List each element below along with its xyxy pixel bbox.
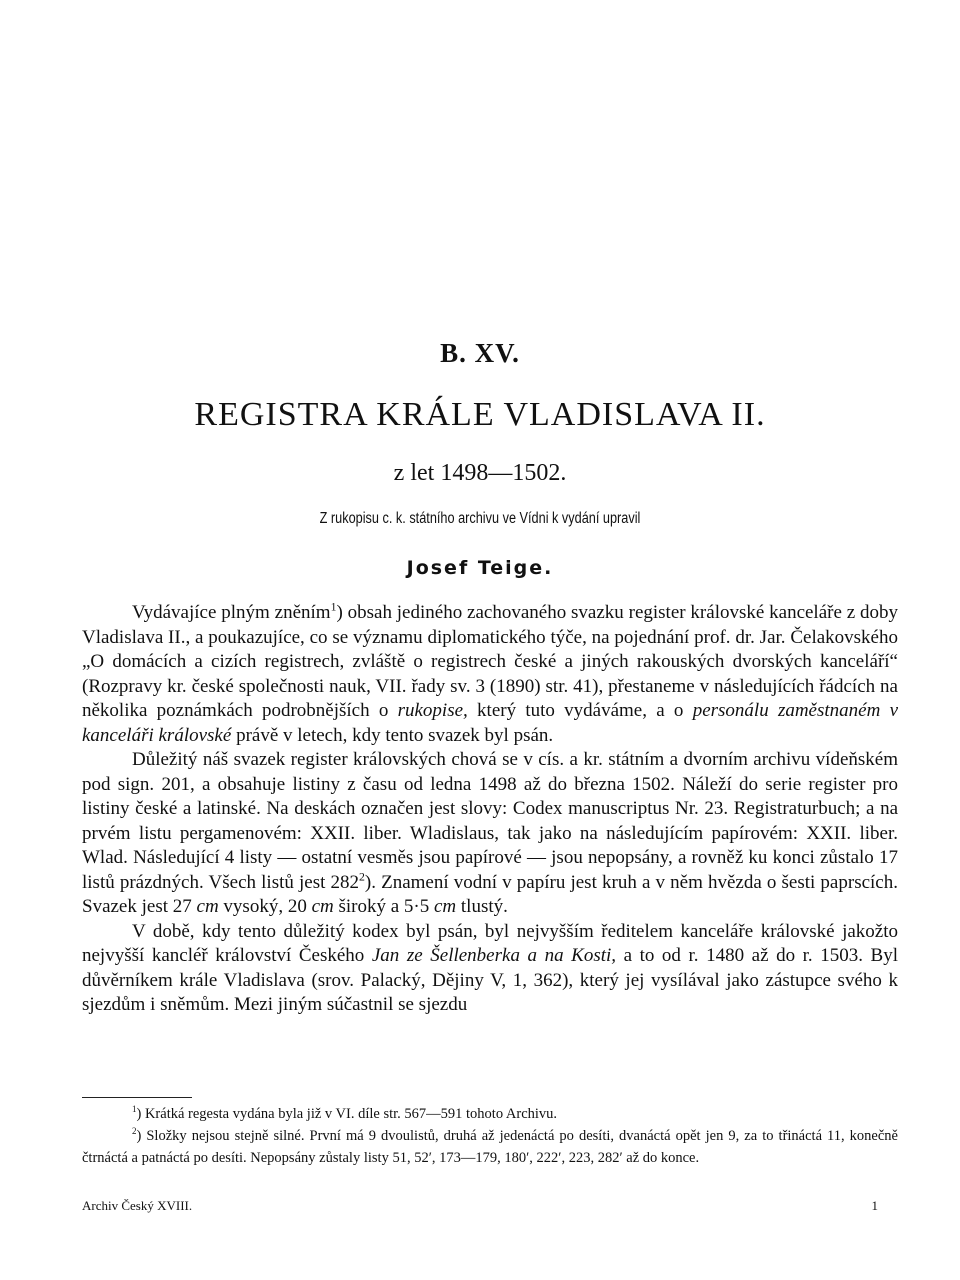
paragraph-3: V době, kdy tento důležitý kodex byl psán, byl nejvyšším ředitelem kanceláře královské jakožto nejvyšší kancléř království Českého Jan ze Šellenberka a na Kosti, a to od r. 1480 až do r. 1503. Byl důvěrníkem krále Vladislava (srov. Palacký, Dějiny V, 1, 362), který jej vysílával jako zástupce svého k sjezdům i sněmům. Mezi jiným súčastnil se sjezdu [82,920,898,1015]
footer-signature: Archiv Český XVIII. [82,1198,193,1213]
paragraph-2: Důležitý náš svazek register královských chová se v cís. a kr. státním a dvorním archivu vídeňském pod sign. 201, a obsahuje listiny z času od ledna 1498 až do března 1502. Náleží do serie register pro listiny české a latinské. Na deskách označen jest slovy: Codex manuscriptus Nr. 23. Registraturbuch; a na prvém listu pergamenovém: XXII. liber. Wladislaus, tak jako na následujícím papírovém: XXII. liber. Wlad. Následující 4 listy — ostatní vesměs jsou papírové — jsou nepopsány, a rovněž ku konci zůstalo 17 listů prázdných. Všech listů jest $282^2$). Znamení vodní v papíru jest kruh a v něm hvězda o šesti paprscích. Svazek jest 27 cm vysoký, 20 cm široký a 5·5 cm tlustý. [82,749,898,917]
paragraph-1: Vydávajíce plným zněním$^1$) obsah jediného zachovaného svazku register královské kanceláře z doby Vladislava II., a poukazujíce, co se významu diplomatického týče, na pojednání prof. dr. Jar. Čelakovského „O domácích a cizích registrech, zvláště o registrech české a jiných rakouských dvorských kanceláří“ (Rozpravy kr. české společnosti nauk, VII. řady sv. 3 (1890) str. 41), přestaneme v následujících řádcích na několika poznámkách podrobnějších o rukopise, který tuto vydáváme, a o personálu zaměstnaném v kanceláři královské právě v letech, kdy tento svazek byl psán. [82,600,899,746]
unit: cm [311,896,334,917]
footnote-1: $^1$) Krátká regesta vydána byla již v VI. díle str. 567—591 tohoto Archivu. [132,1104,558,1122]
unit: cm [434,896,457,917]
italic-term: personálu zaměstnaném v kanceláři královské [82,700,899,746]
italic-term: rukopise, [397,700,468,721]
body-text [82,601,898,1018]
footnotes [82,1103,898,1169]
date-range: z let 1498—1502. [393,460,567,486]
footnote-2: $^2$) Složky nejsou stejně silné. První má 9 dvoulistů, druhá až jedenáctá po desíti, dvanáctá opět jen 9, za to třináctá 11, konečně čtrnáctá a patnáctá po desíti. Nepopsány zůstaly listy 51, 52′, 173—179, 180′, 222′, 223, 282′ až do konce. [82,1126,898,1166]
italic-name: Jan ze Šellenberka a na Kosti, [371,945,617,966]
footnote-ref-1: 1 [330,600,337,614]
editor-name: Josef Teige. [406,557,554,579]
page-title: REGISTRA KRÁLE VLADISLAVA II. [194,396,766,433]
footnote-divider [82,1097,192,1098]
unit: cm [196,896,219,917]
footnote-ref-2: 2 [359,870,365,884]
source-note: Z rukopisu c. k. státního archivu ve Vídni k vydání upravil [319,510,641,527]
footer-sheet-number: 1 [871,1198,878,1213]
section-label: B. XV. [440,338,520,368]
